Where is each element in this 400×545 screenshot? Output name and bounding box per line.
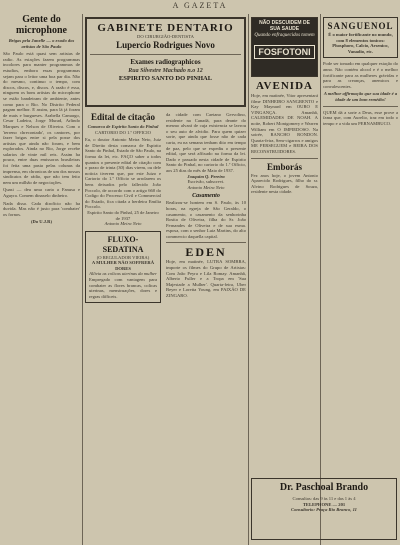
ad-address: Rua Silvestre Machado n.o 12 [128, 67, 203, 74]
edital-court: Comarca de Espirito Santo do Pinhal [87, 124, 159, 129]
ad-title: GABINETE DENTARIO [97, 22, 234, 34]
notice-judge: Antonio Meira Neto [187, 184, 225, 190]
ad-name: Lupercio Rodrigues Novo [116, 39, 215, 50]
divider [251, 158, 318, 159]
brando-title: Dr. Paschoal Brando [279, 482, 369, 493]
edital-judge: Antonio Meira Neto [104, 221, 142, 227]
article-body: São Paulo está quasi sem artistas de radio. As estações fazem programmas incolores para manter programmas de estudios, embora essas programmas sejam para o leitor uma boa par dia. Não do mesmo, continuo o tempo, com discos, discos, e, discos. A razão é essa, ninguem os bons artistas do microphone se estão bandeiram de ambiente, antes como para o Rio. No Distrito Federal pagam melhor. E assim, para lá já foram de mais e burgueses. Arabella Camargo, Cesar Ladeira, Jorge Murad, Arlindo Marques e Nelson de Oliveira. Com o 'terreno chrecontado', os cantores, por fazer brigas entre si pela posse dos artistas que ainda não foram, e bem explorados. Ainda no Rio, Jorge recebe salarios de vinte mil reis. Assim ha pouco, entre duas emissoras brasileiras foi feita uma pasta pelas colunas da imprensa, em chronicas de um dos nossos sindicatos de rádio, que não tem feito nem um milhão de negociações. [3, 51, 80, 185]
article-subtitle: Brigas pela Janelle — o exodo dos artistas de São Paulo [8, 38, 75, 49]
fosfotoni-ad [251, 17, 318, 77]
column-sanguenol [323, 14, 398, 476]
column-avenida [251, 14, 318, 542]
sanguenol-sub: É o maior fortificante no mundo, com 8 elementos tonicos: Phosphoro, Calcio, Arsenico, Vanadio, etc. [328, 32, 393, 54]
sanguenol-ad [323, 17, 398, 58]
eden-body: Hoje, em matinée, LUTRA SOMBRA, importe os filmes do Grupo de Artistas: Com João Peyra e Lila Romay. Amanhã, Alberto Fuller e a Tropa em 'Sua Majestade a Mulher'. Quarta-feira, Uber Beyer e Loretta Young, em PAIXÃO DE ZINGARO. [166, 259, 246, 299]
column-rule [248, 14, 249, 545]
fluxo-title: FLUXO-SEDATINA [102, 234, 144, 254]
ad-subtitle: DO CIRURGIÃO-DENTISTA [137, 34, 194, 39]
brando-hours: Consultas: das 9 às 11 e das 1 às 4 [292, 496, 356, 501]
column-edital [85, 112, 161, 542]
dentist-ad [85, 14, 246, 110]
emboras-title: Emborás [266, 161, 302, 172]
ad-city: ESPIRITO SANTO DO PINHAL [118, 74, 213, 82]
avenida-body: Hoje, em matinée, Vitor apresentará filme DINHEIRO SANGRENTO e Kay Maynard em OURO E VINGANÇA. Amanhã, CALEMIDADES DE NOAH. A noite, Robert Montgomery e Warren William em O IMPIEDOSO. Na soirée, RANCHO RONDON. Quarta-feira, Sem-cigarros e amigos ME PERSEGUEM e BEIRA DOS RECONSTRUIDORES. [251, 93, 318, 154]
edital-title: Edital de citação [91, 112, 155, 122]
divider [90, 54, 241, 55]
sanguenol-question: A melhor affirmação que sua idade é a idade de um bom remédio! [323, 91, 398, 102]
eden-title: EDEN [185, 245, 227, 260]
column-rule [82, 14, 83, 545]
divider [323, 106, 398, 107]
column-rule [320, 14, 321, 545]
masthead: A GAZETA [172, 1, 228, 10]
notice-body: da cidade com Caetano Gervolino, residente na Canadá, para deante do mesmo alvará de cuja existencia se lavrou o seu auto de alvidio. Para quem quizer sorte, que ainda que fosse não de cada carta, eu na semana tenham dito em tempo de paz, pelo que se expediu o presente edital, que será affixado na forma da lei. Dado e passado nesta cidade de Espirito Santo do Pinhal, no cartorio do 1.º Officio, aos 25 dias do mês de Maio de 1937. [166, 112, 246, 173]
fosfotoni-brand: FOSFOTONI [254, 45, 315, 59]
casamento-body: Realizou-se hontem em S. Paulo, às 10 horas, na egreja de São Geraldo, o casamento, o casamento da senhorinha Rosita de Oliveira, filha do Sr. João Fernandes de Oliveira e de sua exma. esposa, com o senhor Luiz Martins, do alto commercio daquella capital. [166, 200, 246, 239]
divider [166, 242, 246, 243]
brando-address: Consultorio: Praça Rio Branco, 11 [291, 507, 357, 513]
notice-signer: Joaquim Q. Pereira [187, 173, 225, 179]
column-notices [166, 112, 246, 542]
edital-office: CARTORIO DO 1.º OFFICIO [95, 129, 151, 135]
ad-line: Exames radiographicos [130, 57, 201, 66]
column-gente [3, 14, 80, 542]
fosfotoni-heading: NÃO DESCUIDEM DE SUA SAUDE [259, 20, 310, 32]
fluxo-body: Empregado com vantagem para combater as flores brancas, colicas uterinas, menstruações, dores e regras difficeis. [89, 277, 157, 299]
fosfotoni-sub: Quando enfraquecidos tomem [254, 33, 315, 38]
casamento-title: Casamento [192, 193, 220, 200]
edital-city: Espirito Santo do Pinhal, 25 de Janeiro de 1937 [87, 209, 159, 221]
article-body-2: Quasi — deu uma carta a Fanusa e Aguyra. Comem dinaxelo dinheiro. [3, 187, 80, 199]
sanguenol-body: Pode ser tomado em qualquer estação do anno. Não contém alcool e é o melhor fortificante para as mulheres grávidas e para as creanças, anemicos e convalescentes. [323, 61, 398, 89]
brando-phone: TELEPHONE — 201 [302, 501, 346, 507]
brando-ad [251, 478, 397, 540]
notice-signer-role: Escrivão, subscrevi. [187, 179, 225, 185]
article-signature: (Do U.J.R) [30, 219, 53, 225]
emboras-body: Fez anos hoje, o jovem Antonio Aparecido Rodrigues, filho do sr. Alvino Rodrigues de Souza, residente nesta cidade. [251, 172, 318, 195]
fluxo-line1: A MULHER NÃO SOFFRERÁ DORES [91, 260, 155, 271]
edital-body: Eu, o doutor Antonio Meira Neto, Juiz de Direito desta comarca de Espirito Santo do Pinhal, Estado de São Paulo, na forma da lei, etc. FAÇO saber a todos quantos o presente edital de citação com o prazo de trinta (30) dias virem, ou dele noticia tiverem que, por este Juizo e Cartorio do 1.º Officio se arrolarem os bens deixados pelo fallecido João Poccolo, de accordo com o artigo 660 do Codigo do Processo Civil e Commercial do Estado, fica citada a herdeira Emilia Poccolo. [85, 137, 161, 210]
fluxo-ad [85, 231, 161, 304]
article-body-3: Nada disso. Cada dirofício não ha duvida. Mas não é justo para 'combater' os fornos. [3, 200, 80, 217]
avenida-title: AVENIDA [256, 80, 313, 92]
sanguenol-title: SANGUENOL [327, 21, 394, 31]
pernambuco-ad: QUEM dá a sorte a Deus, esse prove a fama que, com Aurelio, traz em todo o tempo e a vida um PERNAMBUCO. [323, 109, 398, 126]
fluxo-sub: (O REGULADOR VIEIRA) [96, 254, 150, 260]
article-title: Gente do microphone [16, 14, 67, 36]
fluxo-line2: Allivia as colicas uterinas da mulher [89, 271, 157, 277]
